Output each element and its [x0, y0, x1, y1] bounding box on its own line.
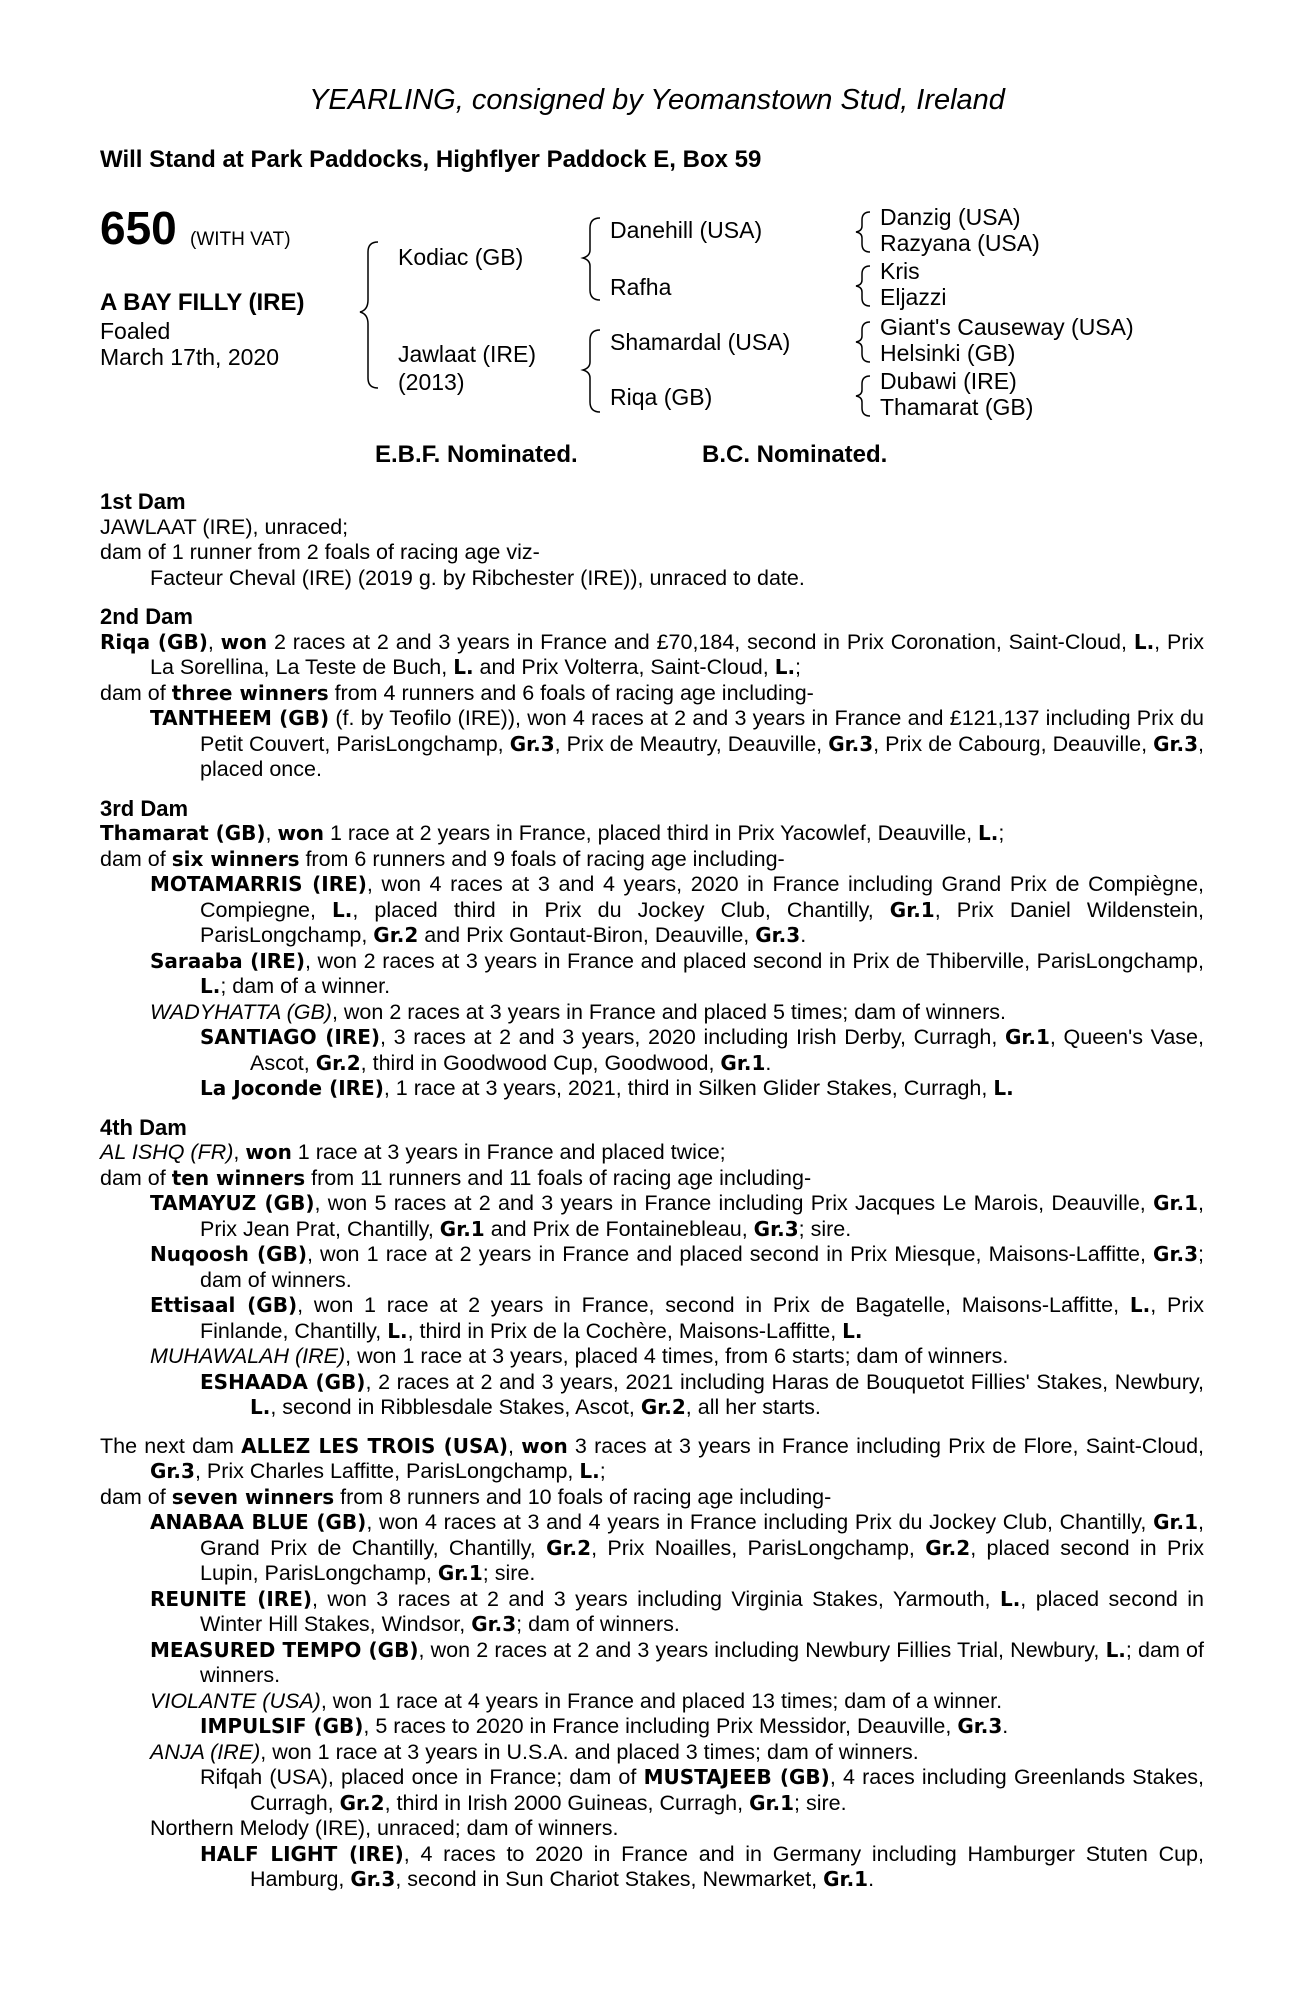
ped-sire-sire: Danehill (USA) [610, 217, 763, 243]
horse-name: HALF LIGHT (IRE) [200, 1841, 404, 1866]
dam3-heading: 3rd Dam [100, 795, 189, 821]
text: ; sire. [482, 1561, 536, 1585]
horse-name: ANJA (IRE) [150, 1739, 261, 1764]
text: , placed second in Prix Lupin, ParisLongchamp, [200, 1535, 1204, 1585]
text: The next dam [100, 1433, 242, 1458]
won-label: won [245, 1140, 292, 1164]
text: , all her starts. [685, 1395, 821, 1419]
dam4-nuqoosh [100, 1242, 1204, 1293]
next-dam-of [100, 1485, 1204, 1511]
horse-name: ESHAADA (GB) [200, 1369, 366, 1394]
ped-g1: Danzig (USA) [880, 204, 1021, 230]
text: , won 4 races at 3 and 4 years in France including Prix du Jockey Club, Chantilly, [366, 1510, 1154, 1534]
text: , Prix de Meautry, Deauville, [554, 731, 829, 756]
text: Rifqah (USA), placed once in France; dam of [200, 1765, 644, 1789]
text: from 6 runners and 9 foals of racing age including- [299, 846, 785, 871]
next-anabaa-blue [100, 1510, 1204, 1587]
text: , placed once. [200, 731, 1205, 781]
next-impulsif [100, 1714, 1204, 1740]
group-label: Gr.2 [315, 1050, 361, 1075]
ped-dam-sire: Shamardal (USA) [610, 329, 791, 355]
text: , won 1 race at 3 years, placed 4 times, from 6 starts; dam of winners. [345, 1344, 1009, 1368]
catalogue-body [100, 489, 1204, 1893]
text: , placed third in Prix du Jockey Club, Chantilly, [352, 897, 890, 922]
foaled-label: Foaled [100, 318, 171, 344]
listed-label: L. [999, 1586, 1021, 1611]
dam3-dam-of [100, 847, 1204, 873]
horse-name: WADYHATTA (GB) [150, 999, 332, 1024]
lot-name: A BAY FILLY (IRE) [100, 289, 305, 316]
dam4-tamayuz [100, 1191, 1204, 1242]
text: , 2 races at 2 and 3 years, 2021 including Haras de Bouquetot Fillies' Stakes, Newbury, [365, 1369, 1205, 1394]
group-label: Gr.1 [439, 1216, 485, 1241]
ped-g5: Giant's Causeway (USA) [880, 314, 1134, 340]
text: ; [795, 655, 802, 679]
text: , Prix Charles Laffitte, ParisLongchamp, [194, 1459, 580, 1483]
group-label: Gr.2 [640, 1395, 686, 1419]
text: , Prix Daniel Wildenstein, ParisLongchamp, [200, 897, 1205, 947]
listed-label: L. [1105, 1637, 1126, 1662]
next-reunite [100, 1587, 1204, 1638]
dam4-ettisaal [100, 1293, 1204, 1344]
text: , third in Irish 2000 Guineas, Curragh, [384, 1790, 750, 1815]
group-label: Gr.1 [749, 1790, 795, 1815]
group-label: Gr.3 [753, 1216, 799, 1241]
horse-name: IMPULSIF (GB) [200, 1714, 364, 1738]
text: dam of [100, 1484, 172, 1509]
ped-g3: Kris [880, 258, 920, 284]
listed-label: L. [387, 1318, 408, 1343]
text: ; dam of winners. [200, 1242, 1204, 1292]
group-label: Gr.2 [925, 1535, 971, 1560]
dam3-motamarris [100, 872, 1204, 949]
text: (f. by Teofilo (IRE)), won 4 races at 2 and 3 years in France and £121,137 including Prix du Petit Couvert, ParisLongchamp, [200, 706, 1204, 756]
text: . [765, 1050, 772, 1075]
text: ; dam of winners. [516, 1612, 680, 1636]
text: dam of [100, 680, 172, 705]
text: 2 races at 2 and 3 years in France and £70,184, second in Prix Coronation, Saint-Cloud, [267, 629, 1134, 654]
horse-name: MOTAMARRIS (IRE) [150, 872, 367, 896]
text: ; sire. [798, 1216, 852, 1241]
next-northern-melody [100, 1816, 1204, 1842]
horse-name: AL ISHQ (FR) [100, 1140, 234, 1164]
stand-location: Will Stand at Park Paddocks, Highflyer Paddock E, Box 59 [100, 146, 762, 173]
text: . [868, 1867, 875, 1891]
dam4-heading: 4th Dam [100, 1114, 187, 1140]
dam3-la-joconde [100, 1076, 1204, 1102]
group-label: Gr.1 [437, 1561, 483, 1585]
dam2-dam-of [100, 681, 1204, 707]
text: , Prix de Cabourg, Deauville, [873, 731, 1154, 756]
next-rifqah [100, 1765, 1204, 1816]
text: , Prix Finlande, Chantilly, [200, 1293, 1205, 1343]
dam3-saraaba [100, 949, 1204, 1000]
group-label: Gr.3 [957, 1714, 1003, 1738]
catalogue-header: YEARLING, consigned by Yeomanstown Stud, Ireland [309, 84, 1005, 116]
horse-name: Saraaba (IRE) [150, 948, 305, 973]
ped-dam-year: (2013) [398, 369, 465, 395]
text: and Prix Gontaut-Biron, Deauville, [418, 923, 756, 947]
won-label: won [277, 821, 324, 845]
text: , Prix Jean Prat, Chantilly, [200, 1191, 1204, 1241]
horse-name: SANTIAGO (IRE) [200, 1025, 381, 1049]
group-label: Gr.3 [1153, 731, 1199, 756]
ped-g6: Helsinki (GB) [880, 340, 1016, 366]
text: , won 3 races at 2 and 3 years including Virginia Stakes, Yarmouth, [312, 1586, 1000, 1611]
group-label: Gr.3 [471, 1612, 517, 1636]
ped-g7: Dubawi (IRE) [880, 368, 1017, 394]
horse-name: TAMAYUZ (GB) [150, 1191, 315, 1215]
winners-count: seven winners [171, 1484, 335, 1509]
text: , won 2 races at 3 years in France and placed second in Prix de Thiberville, ParisLongchamp, [304, 948, 1204, 973]
text: , won 1 race at 4 years in France and placed 13 times; dam of a winner. [320, 1688, 1003, 1713]
horse-name: MUHAWALAH (IRE) [150, 1344, 346, 1368]
dam1-line3: Facteur Cheval (IRE) (2019 g. by Ribchester (IRE)), unraced to date. [150, 565, 805, 590]
group-label: Gr.1 [1004, 1025, 1050, 1049]
listed-label: L. [250, 1395, 271, 1419]
dam1-heading: 1st Dam [100, 489, 186, 514]
group-label: Gr.3 [1153, 1242, 1198, 1266]
winners-count: six winners [171, 846, 300, 871]
brace-g12 [856, 212, 870, 252]
dam2-heading: 2nd Dam [100, 604, 193, 629]
text: , 1 race at 3 years, 2021, third in Silken Glider Stakes, Curragh, [383, 1076, 994, 1100]
horse-name: ANABAA BLUE (GB) [150, 1510, 367, 1534]
group-label: Gr.1 [1153, 1510, 1199, 1534]
horse-name: Ettisaal (GB) [150, 1293, 298, 1317]
text: from 11 runners and 11 foals of racing age including- [305, 1165, 812, 1190]
ped-g4: Eljazzi [880, 284, 947, 310]
won-label: won [220, 629, 268, 654]
text: and Prix de Fontainebleau, [484, 1216, 754, 1241]
next-anja [100, 1740, 1204, 1766]
brace-g34 [856, 266, 870, 306]
text: , won 5 races at 2 and 3 years in France including Prix Jacques Le Marois, Deauville, [314, 1191, 1154, 1215]
listed-label: L. [774, 655, 796, 679]
horse-name: Thamarat (GB) [100, 821, 266, 845]
text: Northern Melody (IRE), unraced; dam of winners. [150, 1816, 619, 1840]
dam3-thamarat: Thamarat (GB), won 1 race at 2 years in France, placed third in Prix Yacowlef, Deauville, L.; [100, 821, 1005, 845]
group-label: Gr.1 [720, 1050, 766, 1075]
group-label: Gr.3 [509, 731, 555, 756]
brace-sire-dam [360, 242, 378, 388]
dam3-wadyhatta [100, 1000, 1204, 1026]
ped-g8: Thamarat (GB) [880, 394, 1034, 420]
text: ; dam of winners. [200, 1637, 1204, 1687]
text: ; [998, 821, 1005, 845]
text: , 3 races at 2 and 3 years, 2020 including Irish Derby, Curragh, [380, 1025, 1005, 1049]
text: dam of [100, 846, 172, 871]
brace-g78 [856, 376, 870, 416]
listed-label: L. [1133, 629, 1155, 654]
horse-name: MUSTAJEEB (GB) [643, 1765, 830, 1789]
text: , Grand Prix de Chantilly, Chantilly, [200, 1510, 1204, 1560]
dam4-al-ishq: AL ISHQ (FR), won 1 race at 3 years in France and placed twice; [100, 1140, 726, 1164]
text: , placed second in Winter Hill Stakes, Windsor, [200, 1586, 1204, 1636]
horse-name: ALLEZ LES TROIS (USA) [241, 1433, 509, 1458]
group-label: Gr.3 [755, 923, 801, 947]
next-dam-allez: The next dam ALLEZ LES TROIS (USA), won 3 races at 3 years in France including Prix de Flore, Saint-Cloud, Gr.3, Prix Charles Laffitte, ParisLongchamp, L.; [100, 1433, 1205, 1483]
text: from 4 runners and 6 foals of racing age including- [328, 680, 814, 705]
text: . [800, 923, 807, 947]
listed-label: L. [332, 897, 353, 922]
horse-name: Riqa (GB) [100, 629, 208, 654]
text: , second in Sun Chariot Stakes, Newmarket, [395, 1867, 824, 1891]
ped-sire-dam: Rafha [610, 274, 672, 300]
text: , won 1 race at 2 years in France, second in Prix de Bagatelle, Maisons-Laffitte, [297, 1293, 1130, 1317]
ped-g2: Razyana (USA) [880, 230, 1040, 256]
group-label: Gr.1 [889, 897, 935, 922]
group-label: Gr.3 [150, 1459, 195, 1483]
horse-name: La Joconde (IRE) [200, 1076, 384, 1100]
foaled-date: March 17th, 2020 [100, 344, 280, 370]
text: , won 1 race at 2 years in France and placed second in Prix Miesque, Maisons-Laffitte, [306, 1242, 1154, 1266]
dam2-tantheem [100, 706, 1204, 783]
listed-label: L. [200, 974, 221, 998]
listed-label: L. [842, 1318, 863, 1343]
text: ; dam of a winner. [220, 974, 391, 998]
dam4-eshaada [100, 1370, 1204, 1421]
text: , 4 races including Greenlands Stakes, Curragh, [250, 1765, 1205, 1815]
winners-count: three winners [171, 680, 329, 705]
text: from 8 runners and 10 foals of racing age including- [334, 1484, 832, 1509]
dam1-line2: dam of 1 runner from 2 foals of racing age viz- [100, 540, 540, 564]
listed-label: L. [453, 655, 474, 679]
text: and Prix Volterra, Saint-Cloud, [473, 655, 775, 679]
text: ; [599, 1459, 606, 1483]
winners-count: ten winners [171, 1165, 306, 1190]
dam1-line1: JAWLAAT (IRE), unraced; [100, 514, 349, 539]
brace-g56 [856, 322, 870, 362]
ped-sire: Kodiac (GB) [398, 244, 524, 270]
text: , Queen's Vase, Ascot, [250, 1025, 1204, 1075]
dam4-muhawalah [100, 1344, 1204, 1370]
text: , third in Goodwood Cup, Goodwood, [360, 1050, 721, 1075]
bc-nomination: B.C. Nominated. [702, 441, 888, 468]
text: , won 2 races at 2 and 3 years including Newbury Fillies Trial, Newbury, [418, 1637, 1106, 1662]
text: , Prix La Sorellina, La Teste de Buch, [150, 629, 1205, 679]
ebf-nomination: E.B.F. Nominated. [375, 441, 578, 468]
text: 3 races at 3 years in France including Prix de Flore, Saint-Cloud, [567, 1433, 1205, 1458]
next-measured-tempo [100, 1638, 1204, 1689]
brace-dam-line [583, 330, 600, 412]
listed-label: L. [978, 821, 999, 845]
lot-number: 650 [100, 202, 177, 254]
text: , Prix Noailles, ParisLongchamp, [591, 1535, 926, 1560]
group-label: Gr.3 [828, 731, 874, 756]
text: . [1002, 1714, 1009, 1738]
next-half-light [100, 1842, 1204, 1893]
horse-name: Nuqoosh (GB) [150, 1242, 307, 1266]
horse-name: REUNITE (IRE) [150, 1586, 312, 1611]
text: , 4 races to 2020 in France and in Germany including Hamburger Stuten Cup, Hamburg, [250, 1841, 1204, 1891]
horse-name: MEASURED TEMPO (GB) [150, 1637, 419, 1662]
group-label: Gr.3 [350, 1867, 396, 1891]
group-label: Gr.2 [373, 923, 419, 947]
group-label: Gr.2 [546, 1535, 592, 1560]
listed-label: L. [993, 1076, 1014, 1100]
listed-label: L. [1129, 1293, 1151, 1317]
text: , 5 races to 2020 in France including Prix Messidor, Deauville, [363, 1714, 958, 1738]
ped-dam-dam: Riqa (GB) [610, 384, 713, 410]
group-label: Gr.1 [823, 1867, 869, 1891]
text: , third in Prix de la Cochère, Maisons-Laffitte, [407, 1318, 843, 1343]
text: dam of [100, 1165, 172, 1190]
text: , won 1 race at 3 years in U.S.A. and placed 3 times; dam of winners. [260, 1739, 919, 1764]
text: , second in Ribblesdale Stakes, Ascot, [270, 1395, 641, 1419]
horse-name: VIOLANTE (USA) [150, 1688, 321, 1713]
dam3-santiago [100, 1025, 1204, 1076]
dam4-dam-of [100, 1166, 1204, 1192]
ped-dam: Jawlaat (IRE) [398, 341, 537, 367]
group-label: Gr.1 [1153, 1191, 1199, 1215]
text: 1 race at 2 years in France, placed third in Prix Yacowlef, Deauville, [323, 821, 979, 845]
text: 1 race at 3 years in France and placed twice; [291, 1140, 726, 1164]
text: ; sire. [794, 1790, 847, 1815]
listed-label: L. [579, 1459, 600, 1483]
horse-name: TANTHEEM (GB) [150, 706, 330, 730]
dam2-riqa: Riqa (GB), won 2 races at 2 and 3 years in France and £70,184, second in Prix Coronation, Saint-Cloud, L., Prix La Sorellina, La Teste de Buch, L. and Prix Volterra, Saint-Cloud, L.; [100, 629, 1205, 679]
text: , won 2 races at 3 years in France and placed 5 times; dam of winners. [331, 999, 1006, 1024]
vat-note: (WITH VAT) [190, 229, 291, 250]
next-violante [100, 1689, 1204, 1715]
text: , won 4 races at 3 and 4 years, 2020 in France including Grand Prix de Compiègne, Compiegne, [200, 872, 1204, 922]
group-label: Gr.2 [339, 1790, 385, 1815]
won-label: won [521, 1433, 568, 1458]
brace-sire-line [583, 218, 600, 300]
